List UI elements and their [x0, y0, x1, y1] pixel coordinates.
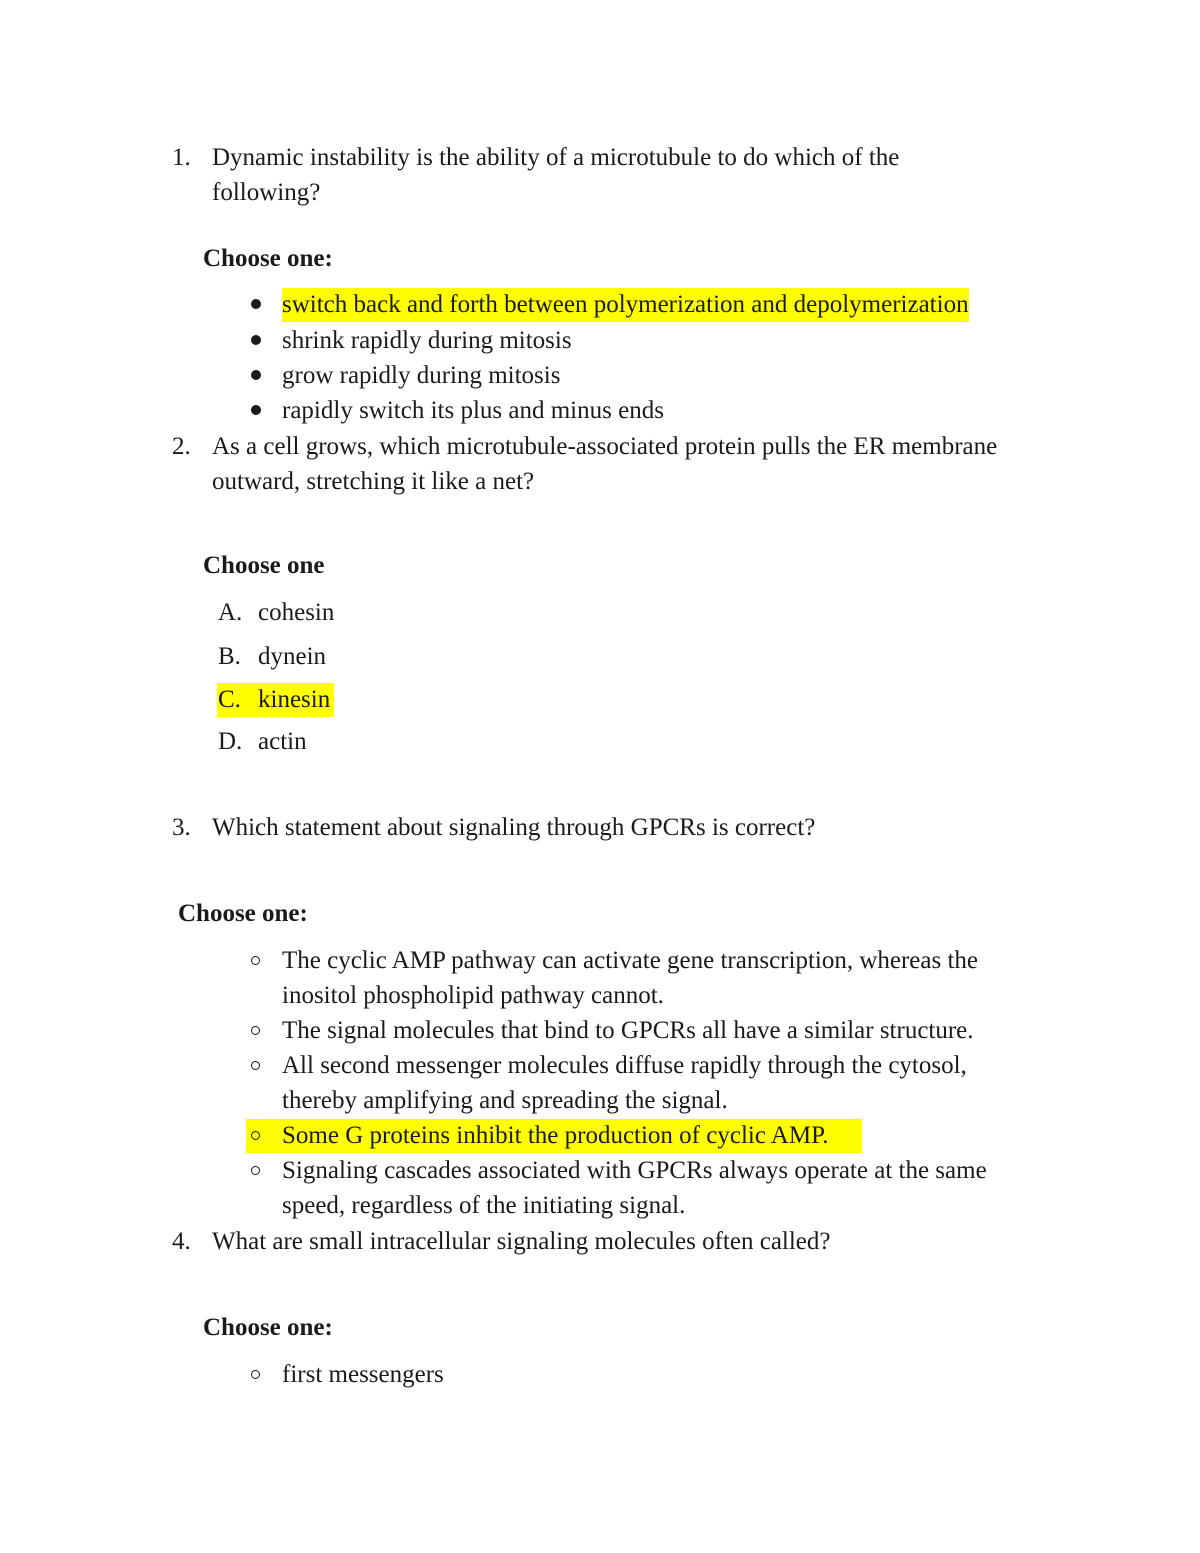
- question-2-number: 2.: [172, 433, 191, 460]
- question-3-number: 3.: [172, 814, 191, 841]
- question-2-text-line-2: outward, stretching it like a net?: [212, 468, 535, 495]
- question-3-option-3-line-2: thereby amplifying and spreading the signal.: [282, 1087, 728, 1114]
- question-1-text-line-1: Dynamic instability is the ability of a microtubule to do which of the: [212, 144, 900, 171]
- question-3-option-5-line-1: Signaling cascades associated with GPCRs always operate at the same: [282, 1157, 987, 1184]
- question-3-option-1-line-1: The cyclic AMP pathway can activate gene transcription, whereas the: [282, 947, 979, 974]
- question-2-option-c-text: kinesin: [258, 686, 331, 713]
- bullet-dot-icon: [251, 299, 261, 309]
- question-4-text: What are small intracellular signaling molecules often called?: [212, 1228, 831, 1255]
- bullet-dot-icon: [251, 370, 261, 380]
- question-2-option-a-letter: A.: [218, 599, 243, 626]
- question-4-choose-label: Choose one:: [203, 1314, 333, 1341]
- bullet-ring-icon: [251, 1131, 260, 1140]
- question-2-option-d-text: actin: [258, 728, 307, 755]
- bullet-dot-icon: [251, 335, 261, 345]
- question-1-option-3: grow rapidly during mitosis: [282, 362, 561, 389]
- question-2-text-line-1: As a cell grows, which microtubule-associated protein pulls the ER membrane: [212, 433, 998, 460]
- question-2-choose-label: Choose one: [203, 552, 325, 579]
- question-3-option-4: Some G proteins inhibit the production of cyclic AMP.: [282, 1122, 829, 1149]
- question-3-text: Which statement about signaling through GPCRs is correct?: [212, 814, 816, 841]
- question-2-option-a-text: cohesin: [258, 599, 335, 626]
- question-3-option-1-line-2: inositol phospholipid pathway cannot.: [282, 982, 664, 1009]
- question-2-option-c-letter: C.: [218, 686, 241, 713]
- question-1-number: 1.: [172, 144, 191, 171]
- bullet-dot-icon: [251, 405, 261, 415]
- question-1-option-1: switch back and forth between polymerization and depolymerization: [282, 288, 969, 322]
- question-1-option-2: shrink rapidly during mitosis: [282, 327, 572, 354]
- question-3-option-5-line-2: speed, regardless of the initiating signal.: [282, 1192, 686, 1219]
- question-1-option-4: rapidly switch its plus and minus ends: [282, 397, 664, 424]
- question-2-option-b-text: dynein: [258, 643, 327, 670]
- bullet-ring-icon: [251, 1061, 260, 1070]
- question-3-option-3-line-1: All second messenger molecules diffuse rapidly through the cytosol,: [282, 1052, 967, 1079]
- question-4-option-1: first messengers: [282, 1361, 444, 1388]
- bullet-ring-icon: [251, 1026, 260, 1035]
- question-2-option-d-letter: D.: [218, 728, 243, 755]
- bullet-ring-icon: [251, 1166, 260, 1175]
- question-3-option-2: The signal molecules that bind to GPCRs all have a similar structure.: [282, 1017, 974, 1044]
- question-4-number: 4.: [172, 1228, 191, 1255]
- bullet-ring-icon: [251, 1370, 260, 1379]
- bullet-ring-icon: [251, 956, 260, 965]
- question-1-choose-label: Choose one:: [203, 245, 333, 272]
- question-3-choose-label: Choose one:: [178, 900, 308, 927]
- question-2-option-b-letter: B.: [218, 643, 241, 670]
- question-1-text-line-2: following?: [212, 179, 321, 206]
